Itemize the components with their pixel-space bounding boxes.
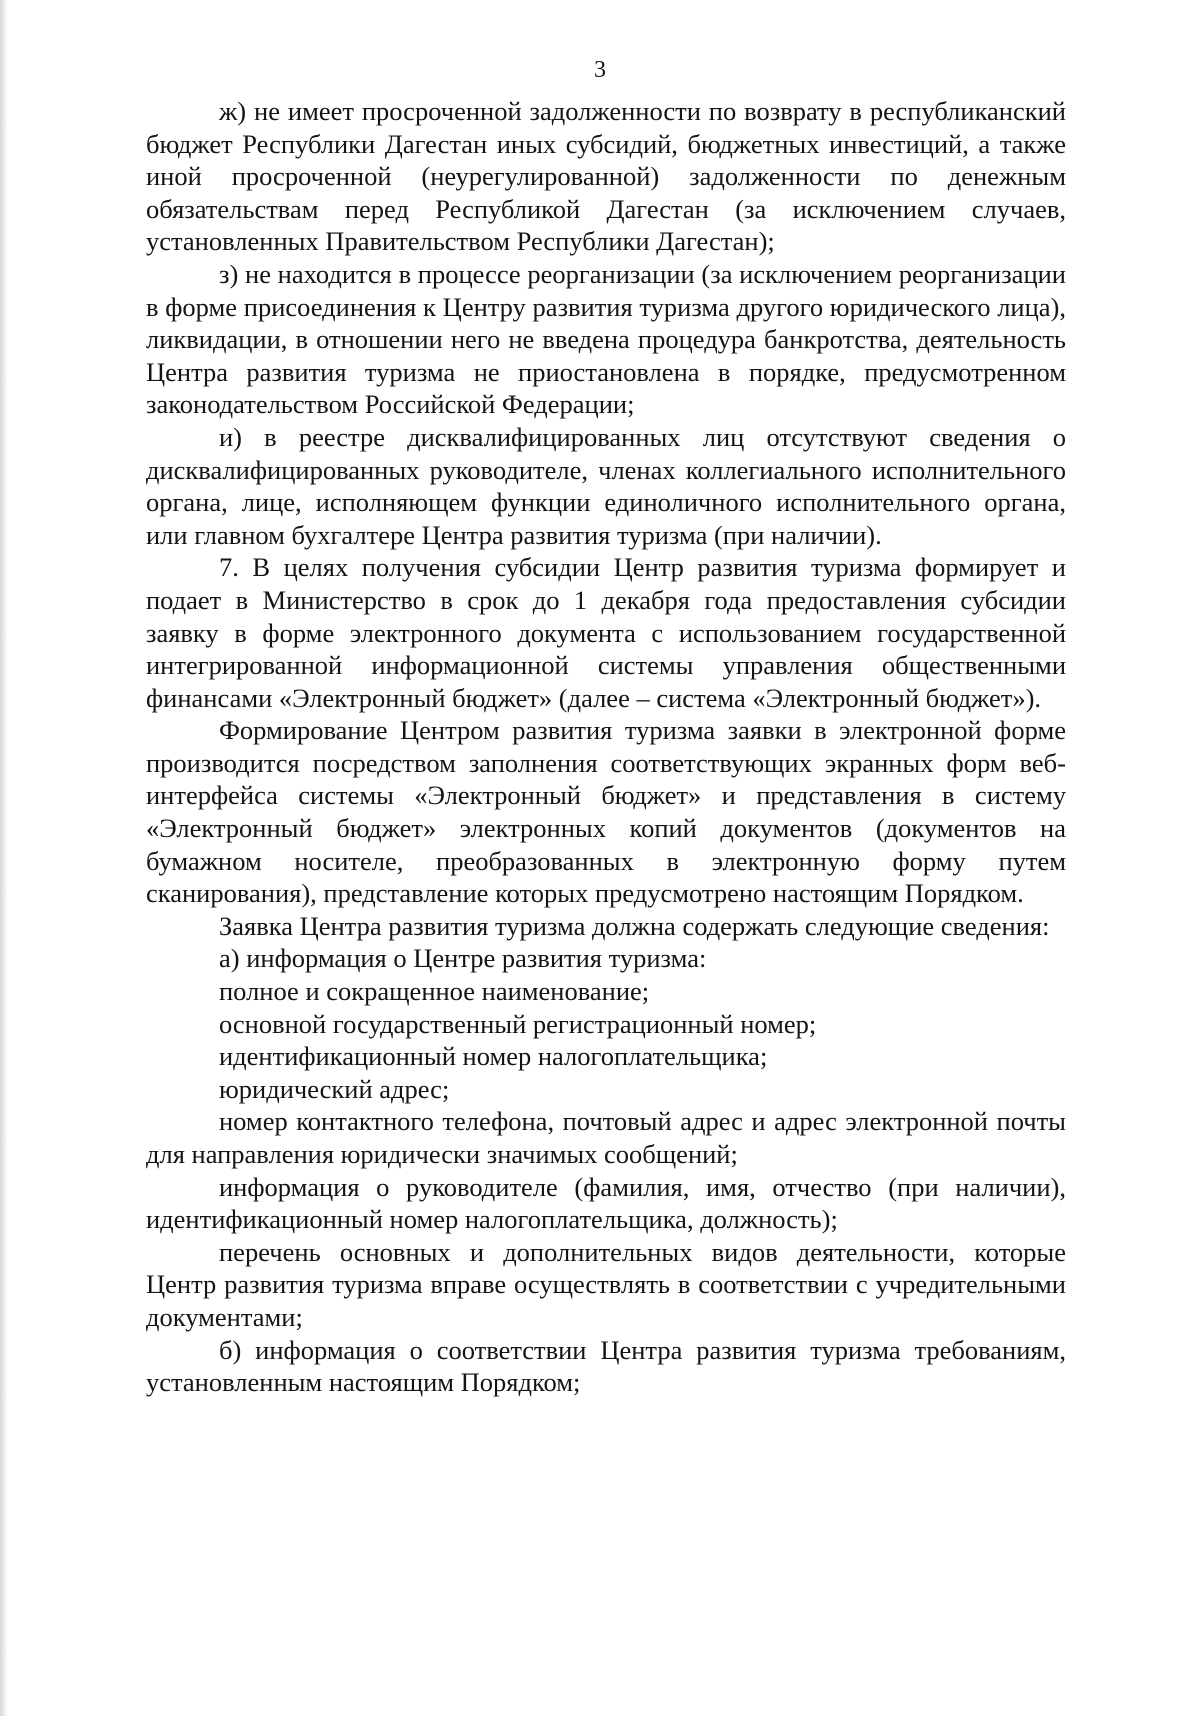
paragraph-application-contents: Заявка Центра развития туризма должна содержать следующие сведения: bbox=[219, 910, 1050, 941]
list-item-activities: перечень основных и дополнительных видов деятельности, которые Центр развития туризма вправе осуществлять в соответствии с учредительными документами; bbox=[146, 1236, 1066, 1332]
page-number: 3 bbox=[594, 57, 606, 83]
document-body bbox=[146, 95, 1066, 1399]
paragraph-z: з) не находится в процессе реорганизации (за исключением реорганизации в форме присоединения к Центру развития туризма другого юридического лица), ликвидации, в отношении него не введена процедура банкротства, деятельность Центра развития туризма не приостановлена в порядке, предусмотренном законодательством Российской Федерации; bbox=[146, 258, 1066, 420]
list-item-address: юридический адрес; bbox=[219, 1073, 450, 1104]
paragraph-7: 7. В целях получения субсидии Центр развития туризма формирует и подает в Министерство в срок до 1 декабря года предоставления субсидии заявку в форме электронного документа с использованием государственной интегрированной информационной системы управления общественными финансами «Электронный бюджет» (далее – система «Электронный бюджет»). bbox=[146, 552, 1066, 713]
paragraph-formation: Формирование Центром развития туризма заявки в электронной форме производится посредством заполнения соответствующих экранных форм веб-интерфейса системы «Электронный бюджет» и представления в систему «Электронный бюджет» электронных копий документов (документов на бумажном носителе, преобразованных в электронную форму путем сканирования), представление которых предусмотрено настоящим Порядком. bbox=[146, 715, 1066, 909]
list-item-inn: идентификационный номер налогоплательщика; bbox=[219, 1041, 768, 1072]
list-item-ogrn: основной государственный регистрационный номер; bbox=[219, 1008, 817, 1039]
list-item-head: информация о руководителе (фамилия, имя, отчество (при наличии), идентификационный номер налогоплательщика, должность); bbox=[146, 1171, 1066, 1235]
list-item-b: б) информация о соответствии Центра развития туризма требованиям, установленным настоящим Порядком; bbox=[146, 1334, 1066, 1398]
paragraph-zh: ж) не имеет просроченной задолженности по возврату в республиканский бюджет Республики Дагестан иных субсидий, бюджетных инвестиций, а также иной просроченной (неурегулированной) задолженности по денежным обязательствам перед Республикой Дагестан (за исключением случаев, установленных Правительством Республики Дагестан); bbox=[146, 96, 1066, 257]
list-item-a: а) информация о Центре развития туризма: bbox=[219, 943, 707, 974]
scan-edge bbox=[0, 0, 8, 1716]
paragraph-i: и) в реестре дисквалифицированных лиц отсутствуют сведения о дисквалифицированных руководителе, членах коллегиального исполнительного органа, лице, исполняющем функции единоличного исполнительного органа, или главном бухгалтере Центра развития туризма (при наличии). bbox=[146, 421, 1066, 550]
list-item-contacts: номер контактного телефона, почтовый адрес и адрес электронной почты для направления юридически значимых сообщений; bbox=[146, 1106, 1066, 1169]
list-item-name: полное и сокращенное наименование; bbox=[219, 976, 650, 1007]
